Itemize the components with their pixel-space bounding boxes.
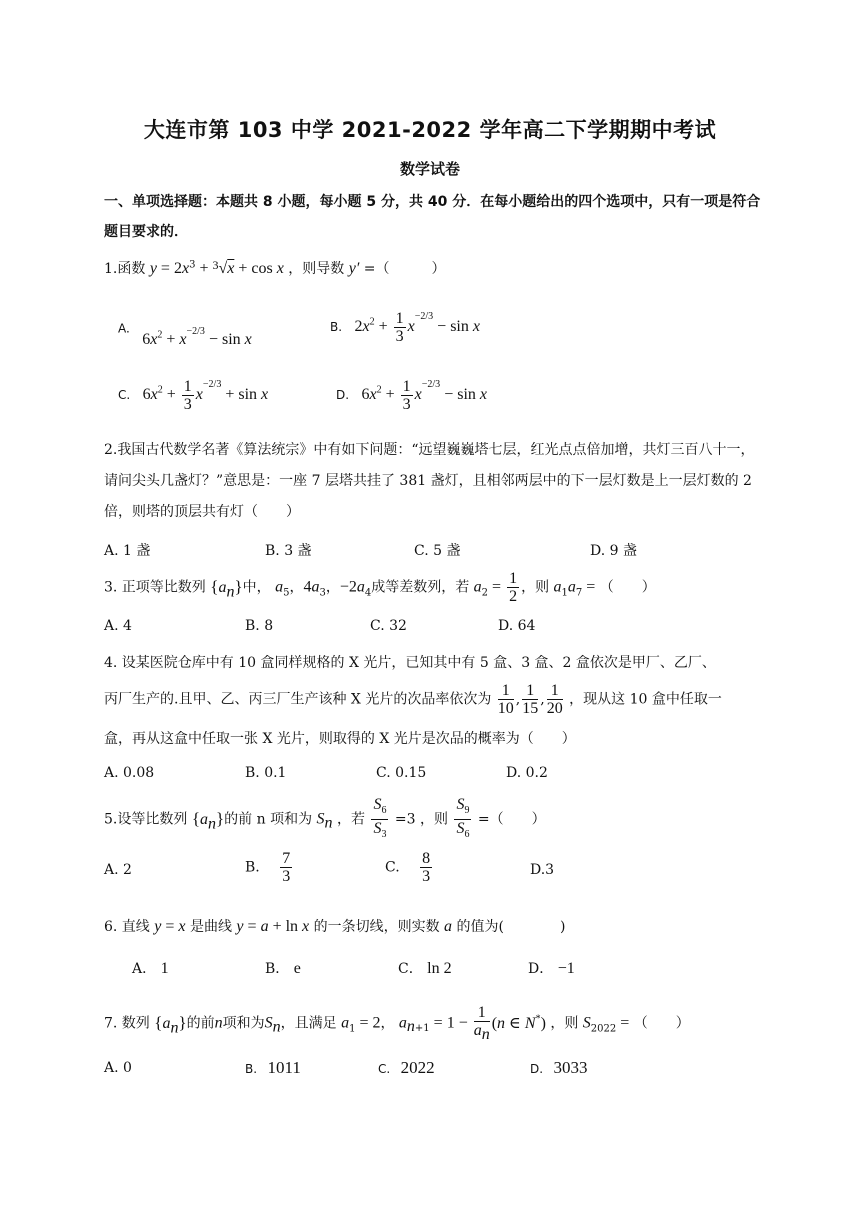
q3-option-c: C. 32: [370, 618, 407, 634]
q7-option-a: A. 0: [104, 1060, 132, 1076]
q4-option-b: B. 0.1: [245, 765, 287, 781]
q6-option-d: D． −1: [528, 960, 575, 977]
q2-option-c: C. 5 盏: [414, 543, 461, 559]
q4-option-a: A. 0.08: [104, 765, 155, 781]
question-4-line-1: 4. 设某医院仓库中有 10 盒同样规格的 X 光片，已知其中有 5 盒、3 盒、2 盒依次是甲厂、乙厂、: [104, 655, 716, 671]
q7-option-c: C. 2022: [378, 1058, 435, 1077]
q2-option-b: B. 3 盏: [265, 543, 312, 559]
q3-option-d: D. 64: [498, 618, 536, 634]
q1-option-c: C. $6x^2$ + $\frac{1}{3}$ $x^{-2/3} + \sin x$: [118, 378, 269, 413]
q6-option-c: C． ln 2: [398, 960, 452, 977]
question-6-stem: 6. 直线 y = x 是曲线 y = a + ln x 的一条切线，则实数 a 的值为( ): [104, 918, 566, 935]
q1-option-b: B. $2x^2$ + $\frac{1}{3}$ $x^{-2/3} - \sin x$: [330, 310, 480, 345]
q1-option-a: A. $6x^2 + x^{-2/3} - \sin x$: [118, 321, 252, 349]
section-heading: 一、单项选择题：本题共 8 小题，每小题 5 分，共 40 分．在每小题给出的四个选项中，只有一项是符合题目要求的．: [104, 194, 761, 240]
q1-function: y: [149, 260, 157, 277]
q4-option-c: C. 0.15: [376, 765, 427, 781]
page-title: 大连市第 103 中学 2021-2022 学年高二下学期期中考试: [143, 118, 717, 142]
q2-option-d: D. 9 盏: [590, 543, 637, 559]
q5-option-c: C. $\frac{8}{3}$: [385, 850, 431, 885]
q2-option-a: A. 1 盏: [104, 543, 151, 559]
q6-option-b: B． e: [265, 960, 301, 977]
question-2-stem: 2.我国古代数学名著《算法统宗》中有如下问题：“远望巍巍塔七层，红光点点倍加增，共灯三百八十一，请问尖头几盏灯？”意思是：一座 7 层塔共挂了 381 盏灯，且相邻两层中的下一层灯数是上一层灯数的 2 倍，则塔的顶层共有灯（ ）: [104, 442, 755, 520]
q4-option-d: D. 0.2: [506, 765, 548, 781]
question-1-stem: 1.函数 $y = 2x^3 + 3√x + \cos x$ ，则导数 y′ =（ ）: [104, 258, 446, 277]
q5-option-a: A. 2: [104, 862, 132, 878]
question-4-line-3: 盒，再从这盒中任取一张 X 光片，则取得的 X 光片是次品的概率为（ ）: [104, 731, 576, 747]
q5-option-d: D.3: [530, 862, 555, 878]
question-3-stem: 3. 正项等比数列 $\{a_n\}$中， $a_5$，$4a_3$，$-2a_4$成等差数列，若 $a_2$ = $\frac{1}{2}$ ，则 $a_1a_7$ = （ ）: [104, 570, 656, 605]
page-subtitle: 数学试卷: [399, 160, 460, 178]
q3-option-a: A. 4: [104, 618, 132, 634]
q7-option-b: B. 1011: [245, 1058, 301, 1077]
question-5-stem: 5.设等比数列 $\{a_n\}$的前 n 项和为 $S_n$ ，若 $\frac{S_6}{S_3}$ =3 ，则 $\frac{S_9}{S_6}$ =（ ）: [104, 796, 546, 841]
q7-option-d: D. 3033: [530, 1058, 588, 1077]
q3-option-b: B. 8: [245, 618, 274, 634]
question-4-line-2: 丙厂生产的.且甲、乙、丙三厂生产该种 X 光片的次品率依次为 $\frac{1}{10}$ , $\frac{1}{15}$ , $\frac{1}{20}$ ，现从这 10 盒中任取一: [104, 682, 722, 717]
question-7-stem: 7. 数列 $\{a_n\}$的前n项和为$S_n$，且满足 $a_1 = 2$， $a_{n+1} = 1$ − $\frac{1}{a_n}$ (n ∈ N*) ，则 $S_{2022}$ = （ ）: [104, 1004, 690, 1044]
q6-option-a: A． 1: [132, 960, 169, 977]
q5-option-b: B. $\frac{7}{3}$: [245, 850, 291, 885]
q1-option-d: D. $6x^2$ + $\frac{1}{3}$ $x^{-2/3} - \sin x$: [336, 378, 487, 413]
